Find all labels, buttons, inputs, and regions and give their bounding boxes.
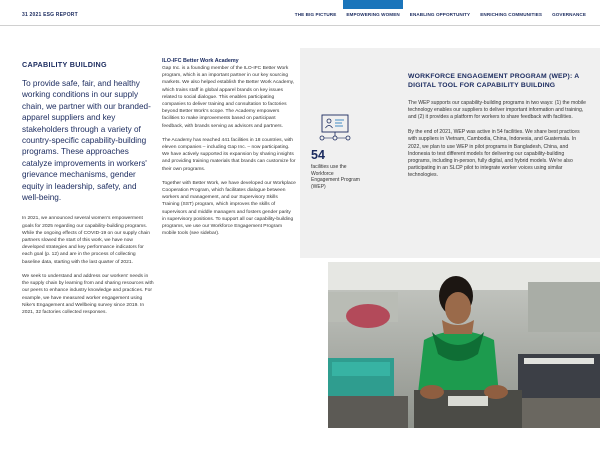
section-heading: CAPABILITY BUILDING — [22, 60, 107, 69]
body-paragraph: By the end of 2021, WEP was active in 54 facilities. We share best practices with suppliers in Vietnam, Cambodia, China, Indonesia, and Guatemala. In 2022, we plan to use WEP in pilot programs in Bangladesh, China, and Indonesia to test different models for delivering our capability-building programs, including in-person, fully digital, and hybrid models. We're also participating in an SLCP pilot to integrate worker voices using similar technologies. — [408, 129, 580, 179]
intro-paragraph: To provide safe, fair, and healthy working conditions in our supply chain, we partner with our branded-apparel suppliers and key stakeholders through a variety of country-specific capability-building programs. These approaches catalyze improvements in workers' grievance mechanisms, gender equity in leadership, safety, and well-being. — [22, 79, 151, 203]
page-label: 31 2021 ESG REPORT — [22, 12, 78, 18]
nav-enabling-opportunity[interactable]: ENABLING OPPORTUNITY — [409, 12, 471, 17]
stat-caption: facilities use the Workforce Engagement Program (WEP) — [311, 164, 360, 190]
people-network-icon — [316, 112, 354, 144]
body-paragraph: The Academy has reached 441 facilities in 18 countries, with eleven companies – including Gap Inc. – now participating. We have actively supported its expansion by sharing insights and providing training materials that brands can customize for their own programs. — [162, 137, 296, 172]
body-paragraph: Together with Better Work, we have developed our Workplace Cooperation Program, which facilitates dialogue between workers and management, and our Supervisory Skills Training (SST) program, which improves the skills of supervisors and middle managers and fosters gender parity in supervisory positions. To support all our capability-building programs, we use our Workforce Engagement Program mobile tools (see sidebar). — [162, 180, 296, 237]
stat-number: 54 — [311, 148, 325, 162]
nav-big-picture[interactable]: THE BIG PICTURE — [294, 12, 337, 17]
body-paragraph: We seek to understand and address our workers' needs in the supply chain by learning from and sharing resources with our peers to enhance industry knowledge and practices. For example, we have measured worker engagement using Nike's Engagement and Wellbeing survey since 2019. In 2021, 32 factories collected responses. — [22, 273, 154, 315]
nav-empowering-women[interactable]: EMPOWERING WOMEN — [346, 12, 400, 17]
column-better-work — [162, 58, 296, 244]
wep-content — [408, 73, 588, 188]
subheading: ILO-IFC Better Work Academy — [162, 58, 239, 64]
report-header — [0, 0, 600, 26]
sidebar-title: WORKFORCE ENGAGEMENT PROGRAM (WEP): A DIGITAL TOOL FOR CAPABILITY BUILDING — [408, 73, 580, 89]
body-paragraph: The WEP supports our capability-building programs in two ways: (1) the mobile technology enables our suppliers to deliver important information and training, and (2) it provides a platform for workers to share feedback with facilities. — [408, 99, 586, 120]
factory-worker-photo — [328, 262, 600, 428]
body-paragraph: Gap Inc. is a founding member of the ILO-IFC Better Work program, which is an important partner in our key sourcing markets. We also helped establish the Better Work Academy, which trains staff in global apparel brands on key issues related to social dialogue. This enables participating companies to deliver training and consultation to factories beyond Better Work's scope. The Academy empowers facilities to make improvements based on participant feedback, with brands serving as advisors and partners. — [162, 66, 295, 129]
nav-governance[interactable]: GOVERNANCE — [552, 12, 586, 17]
nav-enriching-communities[interactable]: ENRICHING COMMUNITIES — [480, 12, 543, 17]
body-paragraph: In 2021, we announced several women's empowerment goals for 2025 regarding our capability-building programs. While the ongoing effects of COVID-19 on our supply chain partners slowed the start of this work, we have now developed strategies and key performance indicators for each goal (p. 12) and are in the process of collecting baseline data, starting with the last quarter of 2021. — [22, 216, 150, 265]
section-nav — [295, 12, 586, 17]
wep-sidebar — [300, 48, 600, 258]
column-capability-building — [22, 60, 154, 323]
